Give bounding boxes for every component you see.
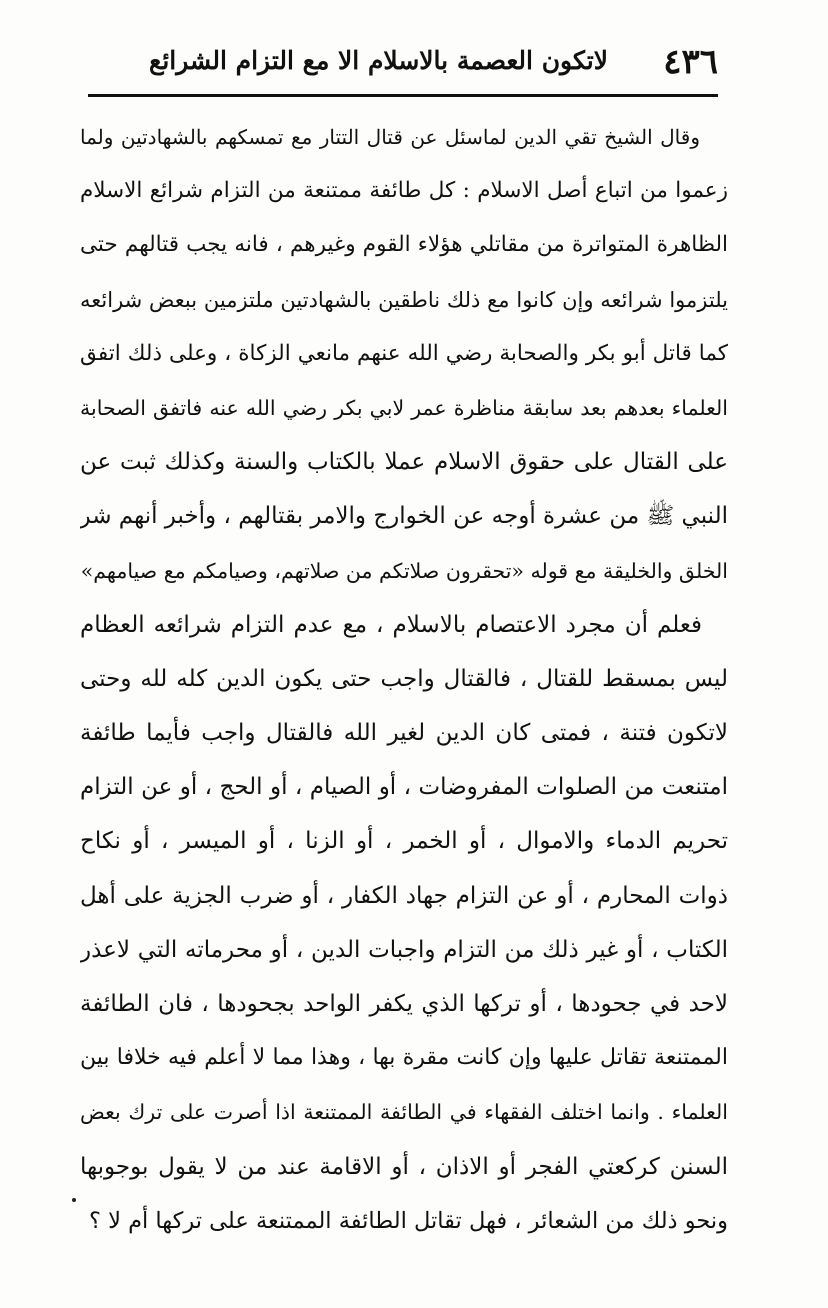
page-number: ٤٣٦ [663,42,718,82]
text-line: السنن كركعتي الفجر أو الاذان ، أو الاقامة عند من لا يقول بوجوبها [80,1153,728,1180]
text-line: لاتكون فتنة ، فمتى كان الدين لغير الله فالقتال واجب فأيما طائفة [80,720,728,747]
text-line: ذوات المحارم ، أو عن التزام جهاد الكفار ، أو ضرب الجزية على أهل [80,882,728,909]
text-line: الممتنعة تقاتل عليها وإن كانت مقرة بها ، وهذا مما لا أعلم فيه خلافا بين [80,1045,728,1071]
header-rule [88,94,718,97]
text-line: العلماء . وانما اختلف الفقهاء في الطائفة الممتنعة اذا أصرت على ترك بعض [80,1100,728,1125]
running-title: لاتكون العصمة بالاسلام الا مع التزام الشرائع [149,46,608,75]
text-line: تحريم الدماء والاموال ، أو الخمر ، أو الزنا ، أو الميسر ، أو نكاح [80,828,728,855]
text-line: فعلم أن مجرد الاعتصام بالاسلام ، مع عدم التزام شرائعه العظام [80,611,702,638]
text-line: امتنعت من الصلوات المفروضات ، أو الصيام ، أو الحج ، أو عن التزام [80,774,728,801]
text-line: الخلق والخليقة مع قوله «تحقرون صلاتكم من صلاتهم، وصيامكم مع صيامهم» [80,558,728,583]
body-text [80,110,728,1248]
text-line: وقال الشيخ تقي الدين لماسئل عن قتال التتار مع تمسكهم بالشهادتين ولما [80,125,700,149]
text-line: ليس بمسقط للقتال ، فالقتال واجب حتى يكون الدين كله لله وحتى [80,665,728,692]
text-line: النبي ﷺ من عشرة أوجه عن الخوارج والامر بقتالهم ، وأخبر أنهم شر [80,503,728,530]
text-line: لاحد في جحودها ، أو تركها الذي يكفر الواحد بجحودها ، فان الطائفة [80,991,728,1017]
text-line: كما قاتل أبو بكر والصحابة رضي الله عنهم مانعي الزكاة ، وعلى ذلك اتفق [80,340,728,366]
text-line: ونحو ذلك من الشعائر ، فهل تقاتل الطائفة الممتنعة على تركها أم لا ؟ [88,1207,728,1234]
text-line: زعموا من اتباع أصل الاسلام : كل طائفة ممتنعة من التزام شرائع الاسلام [80,178,728,204]
text-line: الظاهرة المتواترة من مقاتلي هؤلاء القوم وغيرهم ، فانه يجب قتالهم حتى [80,232,728,258]
text-line: يلتزموا شرائعه وإن كانوا مع ذلك ناطقين بالشهادتين ملتزمين ببعض شرائعه [80,287,728,312]
margin-mark [72,1198,76,1202]
text-line: على القتال على حقوق الاسلام عملا بالكتاب والسنة وكذلك ثبت عن [80,449,728,476]
text-line: الكتاب ، أو غير ذلك من التزام واجبات الدين ، أو محرماته التي لاعذر [80,936,728,963]
page-header [88,40,718,90]
text-line: العلماء بعدهم بعد سابقة مناظرة عمر لابي بكر رضي الله عنه فاتفق الصحابة [80,395,728,420]
